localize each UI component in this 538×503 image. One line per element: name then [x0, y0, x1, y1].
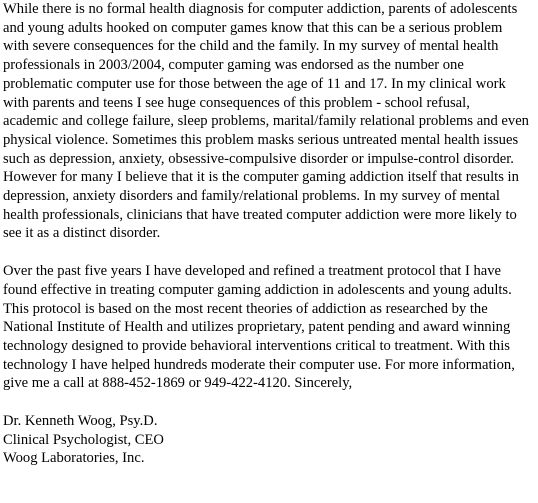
- text-line: depression, anxiety disorders and family/relational problems. In my survey of mental: [3, 188, 500, 205]
- signature-company: Woog Laboratories, Inc.: [3, 450, 145, 467]
- text-line: give me a call at 888-452-1869 or 949-422-4120. Sincerely,: [3, 375, 353, 392]
- text-line: technology designed to provide behavioral interventions critical to treatment. With this: [3, 337, 510, 354]
- signature-name: Dr. Kenneth Woog, Psy.D.: [3, 413, 158, 430]
- text-line: found effective in treating computer gaming addiction in adolescents and young adults.: [3, 281, 512, 298]
- text-line: problematic computer use for those between the age of 11 and 17. In my clinical work: [3, 75, 506, 92]
- text-line: professionals in 2003/2004, computer gaming was endorsed as the number one: [3, 57, 464, 74]
- text-line: such as depression, anxiety, obsessive-compulsive disorder or impulse-control disorder.: [3, 150, 514, 167]
- text-line: Over the past five years I have developed and refined a treatment protocol that I have: [3, 263, 501, 280]
- text-line: health professionals, clinicians that have treated computer addiction were more likely to: [3, 206, 517, 223]
- paragraph-treatment-protocol: [3, 262, 537, 393]
- paragraph-spacer: [3, 393, 537, 412]
- text-line: physical violence. Sometimes this problem masks serious untreated mental health issues: [3, 131, 519, 148]
- text-line: with severe consequences for the child and the family. In my survey of mental health: [3, 38, 499, 55]
- text-line: see it as a distinct disorder.: [3, 225, 161, 242]
- signature-title: Clinical Psychologist, CEO: [3, 431, 164, 448]
- text-line: While there is no formal health diagnosis for computer addiction, parents of adolescents: [3, 1, 518, 17]
- text-line: with parents and teens I see huge consequences of this problem - school refusal,: [3, 94, 470, 111]
- text-line: However for many I believe that it is the computer gaming addiction itself that results in: [3, 169, 519, 186]
- paragraph-spacer: [3, 243, 537, 262]
- text-line: This protocol is based on the most recent theories of addiction as researched by the: [3, 300, 488, 317]
- text-line: National Institute of Health and utilizes proprietary, patent pending and award winning: [3, 319, 511, 336]
- paragraph-computer-addiction: [3, 0, 537, 243]
- text-line: academic and college failure, sleep problems, marital/family relational problems and even: [3, 113, 529, 130]
- signature-block: [3, 412, 537, 468]
- text-line: technology I have helped hundreds moderate their computer use. For more information,: [3, 356, 515, 373]
- text-line: and young adults hooked on computer games know that this can be a serious problem: [3, 19, 503, 36]
- letter-document: [3, 0, 537, 468]
